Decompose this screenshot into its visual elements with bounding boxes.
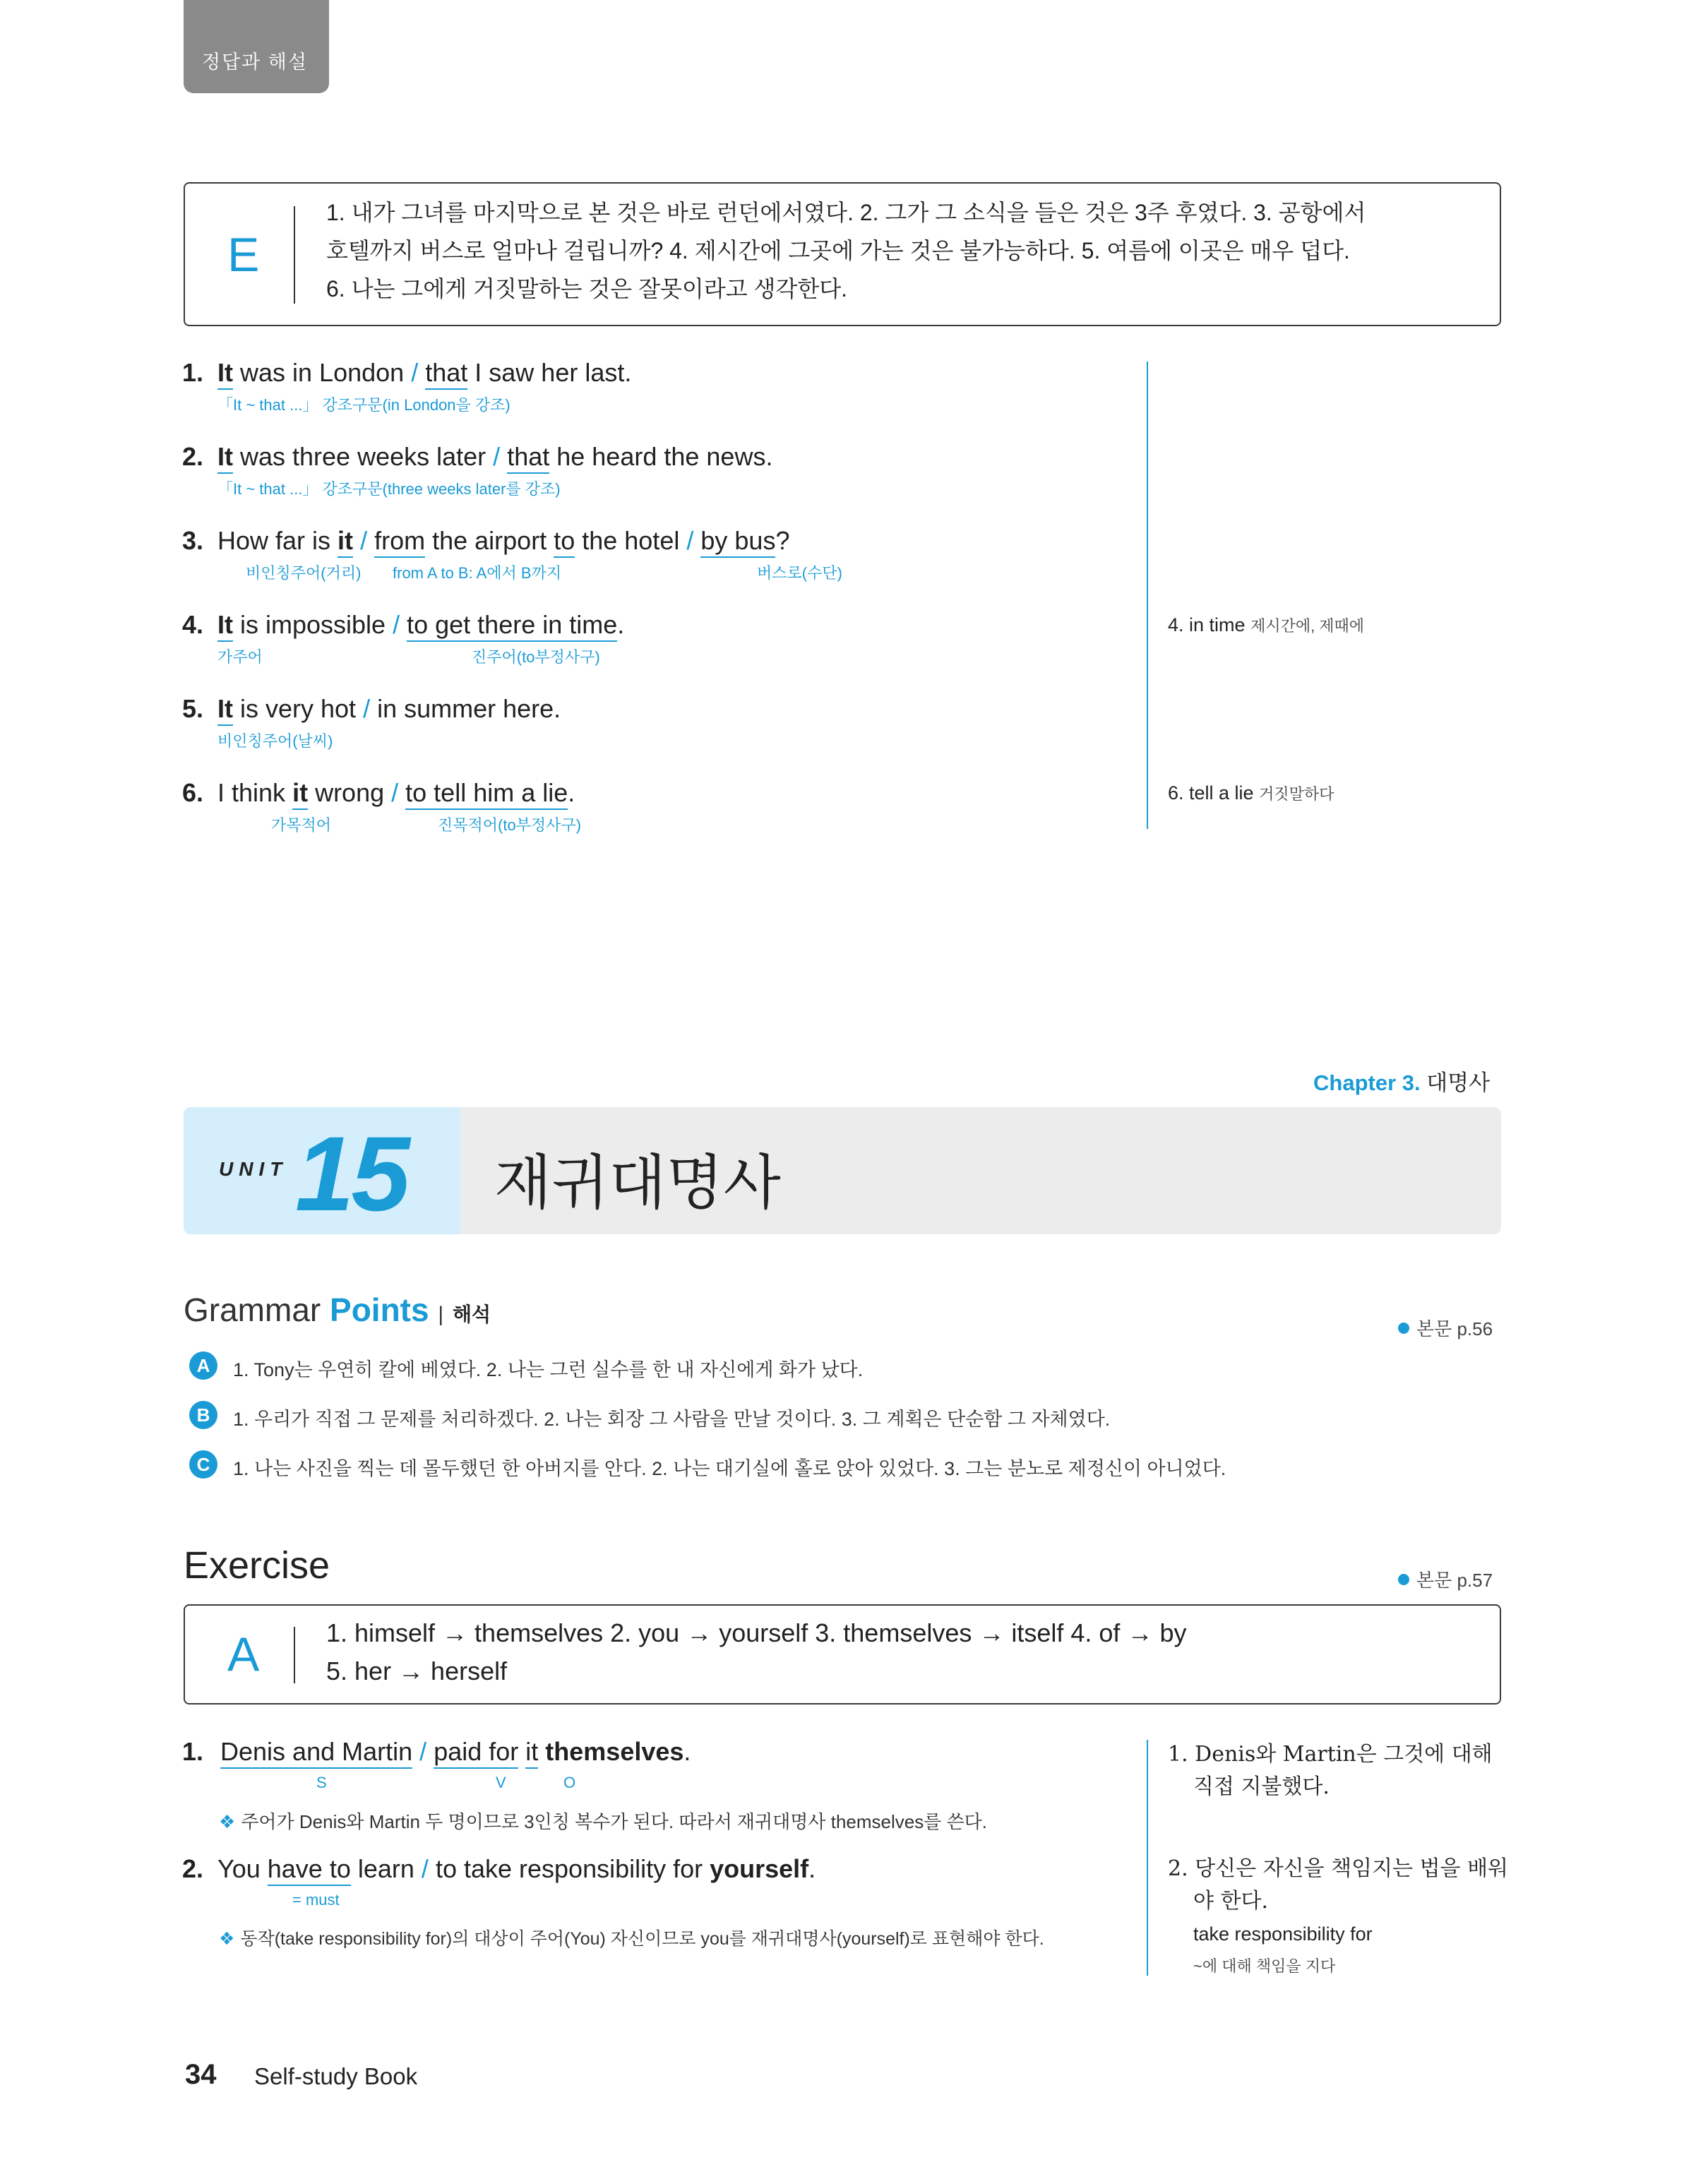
side-divider — [1147, 362, 1148, 829]
sentence-text — [400, 610, 407, 639]
heading-word: Grammar — [184, 1291, 321, 1328]
grammar-note: 버스로(수단) — [757, 564, 842, 582]
object-word: it — [525, 1737, 538, 1769]
item-sentence — [220, 1737, 691, 1767]
item-number: 1. — [182, 358, 204, 387]
side-translation — [1168, 1853, 1508, 1918]
sentence-text: to take responsibility for — [428, 1854, 710, 1883]
item-sentence — [217, 1854, 816, 1884]
underlined-phrase: to get there in time — [407, 610, 617, 642]
sentence-text: is very hot — [233, 694, 364, 723]
verb-phrase: paid for — [434, 1737, 518, 1769]
slash: / — [393, 610, 400, 639]
subject-word: It — [217, 358, 233, 390]
underlined-word: to — [554, 526, 575, 558]
underlined-word: that — [507, 442, 549, 474]
box-letter-a: A — [227, 1628, 260, 1681]
section-tab-label: 정답과 해설 — [202, 52, 308, 73]
explanation — [219, 1925, 1044, 1950]
bullet-icon — [1398, 1574, 1409, 1585]
explanation-text: 동작(take responsibility for)의 대상이 주어(You) 자신이므로 you를 재귀대명사(yourself)로 표현해야 한다. — [240, 1929, 1044, 1949]
grammar-note: 비인칭주어(날씨) — [217, 732, 333, 750]
item-sentence — [217, 442, 772, 472]
sentence-text: You — [217, 1854, 268, 1883]
sentence-text — [367, 526, 374, 555]
heading-sub: 해석 — [452, 1303, 491, 1325]
slash: / — [686, 526, 694, 555]
grammar-note: from A to B: A에서 B까지 — [393, 564, 562, 582]
sentence-text — [398, 778, 405, 807]
slash: / — [363, 694, 371, 723]
sentence-text: learn — [350, 1854, 422, 1883]
subject-word: It — [217, 694, 233, 726]
diamond-icon: ❖ — [219, 1929, 235, 1949]
answer-box-a — [184, 1604, 1501, 1705]
subject-word: it — [338, 526, 353, 558]
sentence-text: in summer here. — [370, 694, 561, 723]
sentence-text — [418, 358, 425, 387]
box-line-3: 6. 나는 그에게 거짓말하는 것은 잘못이라고 생각한다. — [326, 276, 848, 302]
slash: / — [419, 1737, 427, 1766]
chapter-label — [1313, 1065, 1490, 1097]
subject-word: It — [217, 610, 233, 642]
underlined-word: by bus — [700, 526, 775, 558]
page-reference — [1398, 1566, 1493, 1592]
exercise-heading: Exercise — [184, 1544, 330, 1587]
role-label: O — [563, 1774, 576, 1791]
side-translation-line: 2. 당신은 자신을 책임지는 법을 배워 — [1168, 1856, 1509, 1881]
sentence-text: I think — [217, 778, 293, 807]
slash: / — [391, 778, 399, 807]
sentence-text — [693, 526, 700, 555]
item-number: 1. — [182, 1737, 204, 1766]
side-translation-line: 직접 지불했다. — [1193, 1774, 1330, 1799]
slash: / — [360, 526, 368, 555]
diamond-icon: ❖ — [219, 1811, 236, 1832]
side-meaning: ~에 대해 책임을 지다 — [1193, 1957, 1336, 1975]
box-letter-e: E — [227, 228, 260, 282]
grammar-note: 가주어 — [217, 648, 263, 666]
sentence-text — [518, 1737, 525, 1766]
grammar-points-heading — [184, 1291, 491, 1329]
sentence-text: . — [683, 1737, 691, 1766]
sentence-text: the airport — [425, 526, 554, 555]
explanation — [219, 1808, 987, 1834]
sentence-text: ? — [775, 526, 790, 555]
slash: / — [493, 442, 501, 471]
chapter-name: 대명사 — [1426, 1070, 1491, 1095]
grammar-point-row: 1. 나는 사진을 찍는 데 몰두했던 한 아버지를 안다. 2. 나는 대기실에 홀로 앉아 있었다. 3. 그는 분노로 제정신이 아니었다. — [233, 1458, 1226, 1479]
sentence-text: . — [617, 610, 625, 639]
page-reference-text: 본문 p.57 — [1416, 1570, 1493, 1591]
item-number: 5. — [182, 694, 204, 723]
heading-divider: | — [438, 1303, 444, 1326]
side-translation-line: 1. Denis와 Martin은 그것에 대해 — [1168, 1742, 1493, 1767]
item-number: 6. — [182, 778, 204, 807]
item-sentence — [217, 778, 575, 808]
page-reference — [1398, 1315, 1493, 1341]
side-translation-line: 야 한다. — [1193, 1889, 1269, 1914]
page-number: 34 — [185, 2059, 217, 2090]
side-term: take responsibility for — [1193, 1923, 1373, 1945]
box-line-1: 1. 내가 그녀를 마지막으로 본 것은 바로 런던에서였다. 2. 그가 그 소식을 들은 것은 3주 후였다. 3. 공항에서 — [326, 200, 1366, 225]
subject-word: It — [217, 442, 233, 474]
side-note — [1168, 782, 1334, 804]
unit-word: UNIT — [219, 1158, 288, 1180]
sentence-text: wrong — [308, 778, 392, 807]
sentence-text: the hotel — [575, 526, 687, 555]
slash: / — [421, 1854, 429, 1883]
grammar-note: 진주어(to부정사구) — [472, 648, 600, 666]
box-separator — [294, 1627, 295, 1683]
answer-word: yourself — [710, 1854, 809, 1883]
item-number: 2. — [182, 442, 204, 471]
answer-box-e — [184, 182, 1501, 326]
sentence-text: . — [808, 1854, 816, 1883]
page-reference-text: 본문 p.56 — [1416, 1318, 1493, 1339]
chapter-number: Chapter 3. — [1313, 1070, 1421, 1095]
badge-a-icon: A — [189, 1351, 217, 1380]
side-meaning: 제시간에, 제때에 — [1250, 617, 1365, 635]
sentence-text — [538, 1737, 545, 1766]
explanation-text: 주어가 Denis와 Martin 두 명이므로 3인칭 복수가 된다. 따라서 재귀대명사 themselves를 쓴다. — [241, 1811, 988, 1832]
book-title: Self-study Book — [254, 2063, 418, 2089]
sentence-text: was in London — [233, 358, 412, 387]
bullet-icon — [1398, 1323, 1409, 1334]
sentence-text: How far is — [217, 526, 338, 555]
sentence-text — [500, 442, 507, 471]
answer-word: themselves — [545, 1737, 684, 1766]
slash: / — [411, 358, 419, 387]
modal-phrase: have to — [268, 1854, 351, 1886]
sentence-text: is impossible — [233, 610, 393, 639]
item-sentence — [217, 526, 789, 556]
sentence-text: was three weeks later — [233, 442, 494, 471]
side-term: 4. in time — [1168, 614, 1246, 635]
item-sentence — [217, 610, 624, 640]
box-line-2: 호텔까지 버스로 얼마나 걸립니까? 4. 제시간에 그곳에 가는 것은 불가능하다. 5. 여름에 이곳은 매우 덥다. — [326, 238, 1350, 263]
item-number: 2. — [182, 1854, 204, 1883]
side-term: 6. tell a lie — [1168, 782, 1254, 804]
box-line-1: 1. himself → themselves 2. you → yourself 3. themselves → itself 4. of → by — [326, 1618, 1187, 1647]
unit-banner — [184, 1107, 1501, 1234]
object-word: it — [292, 778, 308, 810]
side-meaning: 거짓말하다 — [1259, 785, 1334, 803]
underlined-word: from — [374, 526, 425, 558]
grammar-note: 「It ~ that ...」 강조구문(three weeks later를 강조) — [217, 480, 561, 498]
sentence-text: I saw her last. — [467, 358, 632, 387]
grammar-note: 진목적어(to부정사구) — [438, 816, 582, 834]
unit-title: 재귀대명사 — [494, 1148, 781, 1217]
subject-phrase: Denis and Martin — [220, 1737, 412, 1769]
section-tab — [184, 0, 329, 93]
sentence-text — [412, 1737, 419, 1766]
box-line-2: 5. her → herself — [326, 1656, 508, 1685]
heading-word-accent: Points — [330, 1291, 429, 1328]
item-number: 3. — [182, 526, 204, 555]
item-sentence — [217, 358, 631, 388]
box-separator — [294, 206, 295, 304]
grammar-note: 「It ~ that ...」 강조구문(in London을 강조) — [217, 396, 510, 414]
grammar-point-row: 1. Tony는 우연히 칼에 베였다. 2. 나는 그런 실수를 한 내 자신에게 화가 났다. — [233, 1359, 864, 1380]
badge-c-icon: C — [189, 1450, 217, 1479]
side-note — [1168, 614, 1364, 636]
grammar-note: 비인칭주어(거리) — [246, 564, 362, 582]
underlined-word: that — [425, 358, 467, 390]
role-label: S — [316, 1774, 327, 1791]
sentence-text: . — [568, 778, 575, 807]
grammar-note: 가목적어 — [271, 816, 332, 834]
sentence-text — [353, 526, 360, 555]
sentence-text: he heard the news. — [549, 442, 773, 471]
sentence-text — [426, 1737, 434, 1766]
side-translation — [1168, 1738, 1493, 1803]
item-number: 4. — [182, 610, 204, 639]
underlined-phrase: to tell him a lie — [405, 778, 568, 810]
side-divider — [1147, 1740, 1148, 1976]
role-label: = must — [292, 1891, 340, 1909]
badge-b-icon: B — [189, 1401, 217, 1429]
role-label: V — [496, 1774, 506, 1791]
unit-number: 15 — [295, 1114, 407, 1233]
grammar-point-row: 1. 우리가 직접 그 문제를 처리하겠다. 2. 나는 회장 그 사람을 만날 것이다. 3. 그 계획은 단순함 그 자체였다. — [233, 1409, 1111, 1430]
item-sentence — [217, 694, 561, 724]
